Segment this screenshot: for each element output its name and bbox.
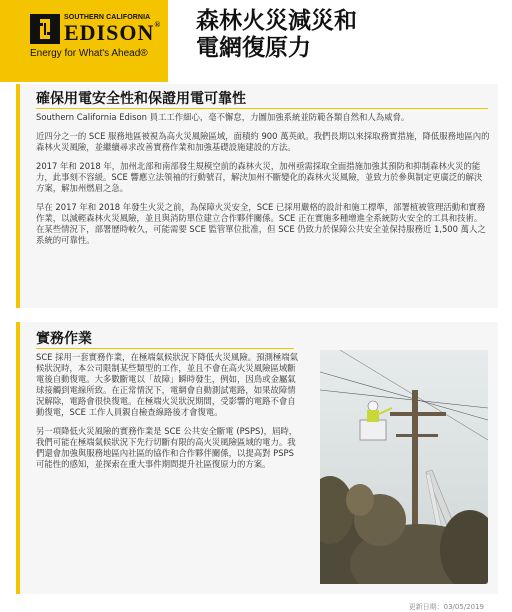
paragraph: 另一項降低火災風險的實務作業是 SCE 公共安全斷電 (PSPS)，屆時，我們可能在極端氣候狀況下先行切斷有限的高火災風險區域的電力。我們還會加強與服務地區內社區的協作和合作夥伴關係，以提高對 PSPS 可能性的感知，並探索在重大事件期間提升社區復原力的方案。 bbox=[36, 426, 298, 469]
section-practices bbox=[16, 322, 498, 594]
edison-flame-icon bbox=[30, 14, 60, 44]
accent-bar bbox=[16, 84, 20, 308]
title-line-1: 森林火災減災和 bbox=[196, 8, 357, 34]
heading-divider bbox=[36, 348, 294, 349]
section-body bbox=[36, 112, 490, 254]
paragraph: Southern California Edison 員工工作細心，毫不懈怠，力圖加強系統並防範各類自然和人為威脅。 bbox=[36, 112, 410, 122]
logo-company-line: SOUTHERN CALIFORNIA bbox=[64, 14, 151, 21]
logo-tagline: Energy for What's Ahead® bbox=[30, 48, 148, 59]
page-title bbox=[196, 8, 496, 62]
section-heading: 確保用電安全性和保證用電可靠性 bbox=[36, 91, 246, 107]
paragraph: 2017 年和 2018 年，加州北部和南部發生規模空前的森林火災，加州亟需採取全面措施加強其預防和抑制森林火災的能力，此事刻不容緩。SCE 響應立法領袖的行動號召，解決加州不斷變化的森林火災風險，並致力於參與制定更廣泛的解決方案，解加州燃眉之急。 bbox=[36, 161, 483, 193]
paragraph: SCE 採用一套實務作業，在極端氣候狀況下降低火災風險。預測極端氣候狀況時，本公司限制某些類型的工作，並且不會在高火災風險區域斷電後自動復電。大多數斷電以「故障」瞬時發生，例如，因鳥或金屬氣球接觸到電線所致。在正常情況下，電網會自動測試電路，如果故障情況解除，電路會很快復電。在極端火災狀況期間，受影響的電路不會自動復電，SCE 工作人員親自檢查線路後才會復電。 bbox=[36, 352, 298, 417]
revision-date: 更新日期：03/05/2019 bbox=[408, 603, 484, 611]
paragraph: 近四分之一的 SCE 服務地區被視為高火災風險區域，面積約 900 萬英畝。我們長期以來採取務實措施，降低服務地區內的森林火災風險，並繼續尋求改善實務作業和加強基礎設施建設的方法。 bbox=[36, 131, 490, 152]
section-heading: 實務作業 bbox=[36, 331, 92, 347]
section-body bbox=[36, 352, 298, 478]
title-line-2: 電網復原力 bbox=[196, 35, 311, 61]
logo-wordmark: EDISON® bbox=[64, 20, 162, 45]
accent-bar bbox=[16, 322, 20, 594]
lineworker-photo bbox=[320, 350, 488, 584]
paragraph: 早在 2017 年和 2018 年發生火災之前，為保障火災安全，SCE 已採用嚴格的設計和施工標準，部署植被管理活動和實務作業，以減輕森林火災風險，並且與消防單位建立合作夥伴關係。SCE 正在實施多種增進全系統防火安全的工具和技術。在某些情況下，部署歷時較久，可能需要 SCE 監管單位批准，但 SCE 仍致力於保障公共安全並保持服務近 1,500 萬人之系統的可靠性。 bbox=[36, 202, 486, 245]
section-reliability bbox=[16, 84, 498, 308]
logo-block bbox=[0, 0, 168, 82]
heading-divider bbox=[36, 108, 488, 109]
